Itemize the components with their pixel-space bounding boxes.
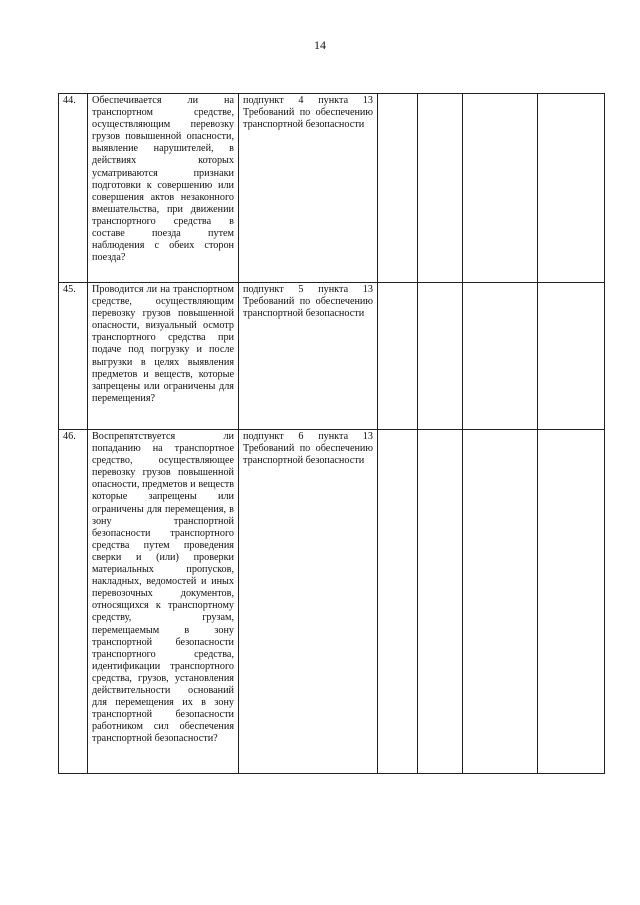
row-number: 44.	[59, 94, 88, 283]
question-text: Воспрепятствуется ли попаданию на транспортное средство, осуществляющее перевозку грузов повышенной опасности, предметов и веществ которые запрещены или ограничены для перемещения, в зону транспортной безопасности транспортного средства путем проведения сверки и (или) проверки материальных пропусков, накладных, ведомостей и иных перевозочных документов, относящихся к транспортному средству, грузам, перемещаемым в зону транспортной безопасности транспортного средства, идентификации транспортного средства, грузов, установления действительности оснований для перемещения их в зону транспортной безопасности работником сил обеспечения транспортной безопасности?	[92, 431, 234, 745]
basis-text: подпункт 4 пункта 13 Требований по обеспечению транспортной безопасности	[243, 95, 373, 131]
question-cell	[88, 283, 239, 430]
basis-cell	[239, 283, 378, 430]
row-number: 46.	[59, 430, 88, 774]
table-row	[59, 283, 605, 430]
empty-cell	[538, 283, 605, 430]
page-number: 14	[314, 38, 326, 52]
empty-cell	[538, 94, 605, 283]
table-row	[59, 94, 605, 283]
checklist-table	[58, 93, 605, 774]
empty-cell	[463, 283, 538, 430]
empty-cell	[538, 430, 605, 774]
basis-cell	[239, 94, 378, 283]
empty-cell	[418, 430, 463, 774]
question-cell	[88, 430, 239, 774]
empty-cell	[463, 94, 538, 283]
basis-text: подпункт 5 пункта 13 Требований по обеспечению транспортной безопасности	[243, 284, 373, 320]
row-number: 45.	[59, 283, 88, 430]
question-cell	[88, 94, 239, 283]
empty-cell	[463, 430, 538, 774]
question-text: Обеспечивается ли на транспортном средстве, осуществляющим перевозку грузов повышенной опасности, выявление нарушителей, в действиях которых усматриваются признаки подготовки к совершению или совершения актов незаконного вмешательства, при движении транспортного средства в составе поезда путем наблюдения с обеих сторон поезда?	[92, 95, 234, 264]
basis-cell	[239, 430, 378, 774]
empty-cell	[418, 283, 463, 430]
question-text: Проводится ли на транспортном средстве, осуществляющим перевозку грузов повышенной опасности, визуальный осмотр транспортного средства при подаче под погрузку и после выгрузки в целях выявления предметов и веществ, которые запрещены или ограничены для перемещения?	[92, 284, 234, 404]
basis-text: подпункт 6 пункта 13 Требований по обеспечению транспортной безопасности	[243, 431, 373, 467]
empty-cell	[378, 283, 418, 430]
table-row	[59, 430, 605, 774]
empty-cell	[378, 94, 418, 283]
empty-cell	[378, 430, 418, 774]
empty-cell	[418, 94, 463, 283]
